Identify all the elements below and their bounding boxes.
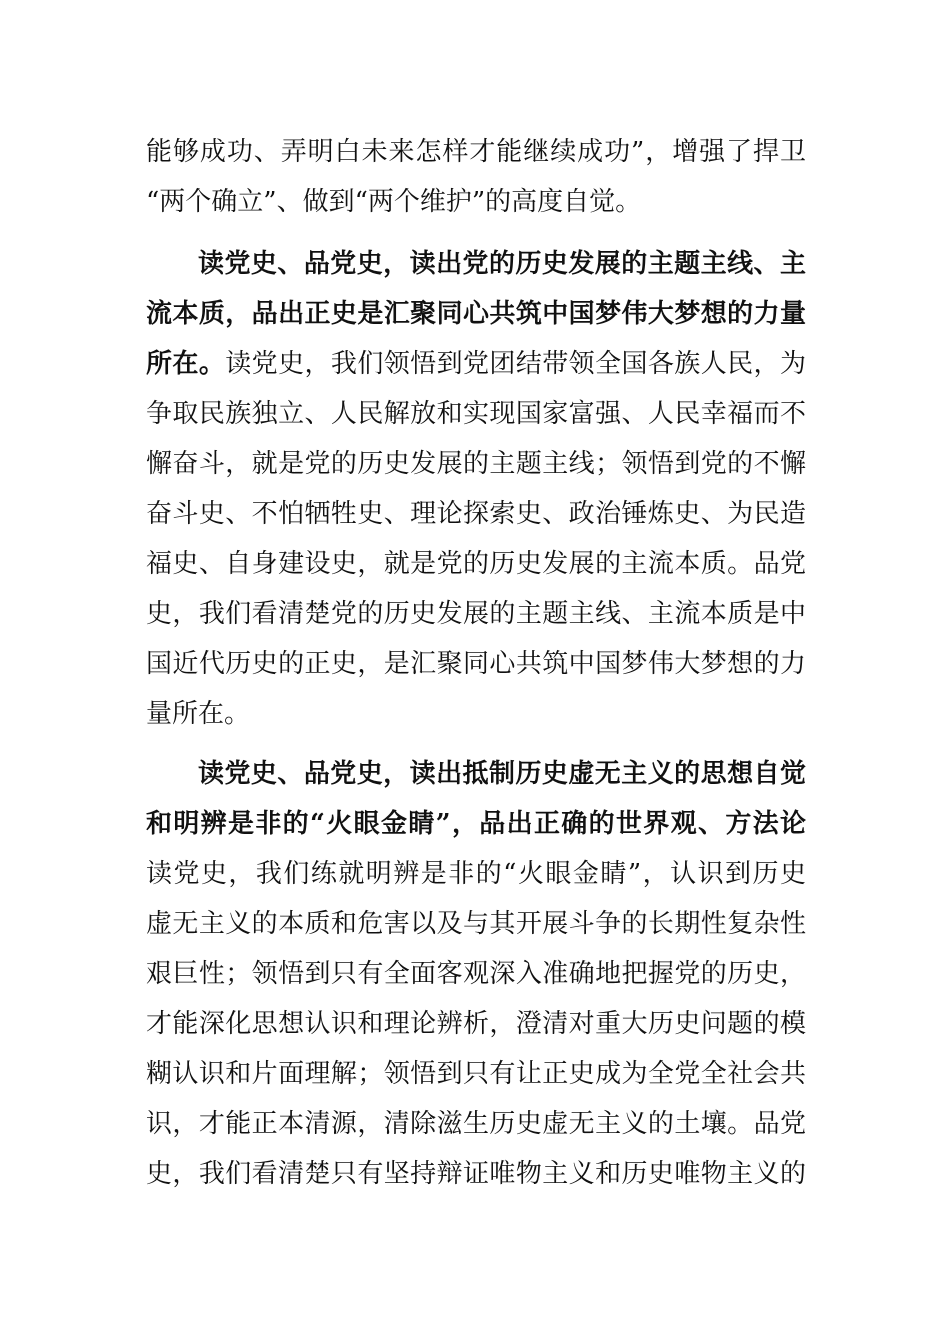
paragraph-3-body: 史，我们看清楚只有坚持辩证唯物主义和历史唯物主义的 (146, 1159, 806, 1189)
paragraph-3-heading: 读党史、品党史，读出抵制历史虚无主义的思想自觉 (198, 759, 806, 789)
paragraph-3-body: 才能深化思想认识和理论辨析，澄清对重大历史问题的模 (146, 1009, 806, 1039)
paragraph-2-line-3 (146, 344, 806, 384)
paragraph-2-body: 史，我们看清楚党的历史发展的主题主线、主流本质是中 (146, 599, 806, 629)
paragraph-2-line-1 (198, 244, 806, 284)
paragraph-1-line-1: 能够成功、弄明白未来怎样才能继续成功”，增强了捍卫 (146, 137, 806, 167)
paragraph-2-line-4 (146, 394, 806, 434)
paragraph-2-heading: 所在。 (146, 349, 226, 379)
paragraph-3-line-7 (146, 1054, 806, 1094)
paragraph-3-body: 虚无主义的本质和危害以及与其开展斗争的长期性复杂性 (146, 909, 806, 939)
paragraph-2-body: 奋斗史、不怕牺牲史、理论探索史、政治锤炼史、为民造 (146, 499, 806, 529)
paragraph-2-body: 国近代历史的正史，是汇聚同心共筑中国梦伟大梦想的力 (146, 649, 806, 679)
paragraph-2-line-10 (146, 694, 806, 734)
paragraph-2-body: 争取民族独立、人民解放和实现国家富强、人民幸福而不 (146, 399, 806, 429)
paragraph-3-line-4 (146, 904, 806, 944)
paragraph-3-line-2 (146, 804, 806, 844)
paragraph-2-line-5 (146, 444, 806, 484)
paragraph-2-heading: 读党史、品党史，读出党的历史发展的主题主线、主 (198, 249, 806, 279)
paragraph-3-line-5 (146, 954, 806, 994)
paragraph-3-heading: 和明辨是非的“火眼金睛”，品出正确的世界观、方法论 (146, 809, 806, 839)
paragraph-2-line-2 (146, 294, 806, 334)
paragraph-2-body: 读党史，我们领悟到党团结带领全国各族人民，为 (225, 349, 806, 379)
paragraph-3-line-6 (146, 1004, 806, 1044)
paragraph-3-line-8 (146, 1104, 806, 1144)
paragraph-3-body: 读党史，我们练就明辨是非的“火眼金睛”，认识到历史 (146, 859, 806, 889)
paragraph-2-heading: 流本质，品出正史是汇聚同心共筑中国梦伟大梦想的力量 (146, 299, 806, 329)
paragraph-3-body: 识，才能正本清源，清除滋生历史虚无主义的土壤。品党 (146, 1109, 806, 1139)
paragraph-3-body: 艰巨性；领悟到只有全面客观深入准确地把握党的历史， (146, 959, 806, 989)
paragraph-2-line-9 (146, 644, 806, 684)
paragraph-2-line-8 (146, 594, 806, 634)
paragraph-3-line-1 (198, 754, 806, 794)
paragraph-3-line-9 (146, 1154, 806, 1194)
paragraph-2-body: 懈奋斗，就是党的历史发展的主题主线；领悟到党的不懈 (146, 449, 806, 479)
paragraph-3-body: 糊认识和片面理解；领悟到只有让正史成为全党全社会共 (146, 1059, 806, 1089)
paragraph-1-line-2: “两个确立”、做到“两个维护”的高度自觉。 (146, 187, 642, 217)
paragraph-2-body: 量所在。 (146, 699, 251, 729)
paragraph-2-line-6 (146, 494, 806, 534)
paragraph-2-line-7 (146, 544, 806, 584)
paragraph-2-body: 福史、自身建设史，就是党的历史发展的主流本质。品党 (146, 549, 806, 579)
paragraph-3-line-3 (146, 854, 806, 894)
